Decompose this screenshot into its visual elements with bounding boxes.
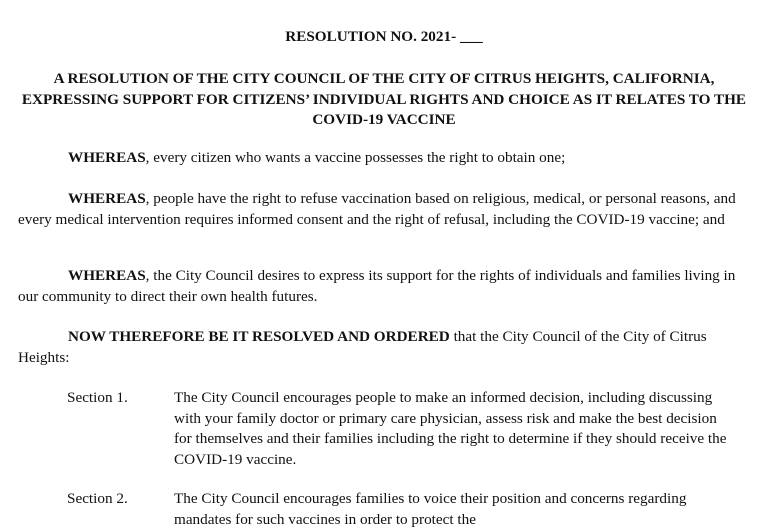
resolved-clause — [18, 327, 738, 368]
whereas-lead: WHEREAS — [68, 149, 146, 166]
whereas-lead: WHEREAS — [68, 267, 146, 284]
resolution-subtitle: A RESOLUTION OF THE CITY COUNCIL OF THE CITY OF CITRUS HEIGHTS, CALIFORNIA, EXPRESSING SUPPORT FOR CITIZENS’ INDIVIDUAL RIGHTS AND CHOICE AS IT RELATES TO THE COVID-19 VACCINE — [21, 70, 747, 128]
section-label: Section 1. — [67, 389, 128, 406]
whereas-clause-2 — [18, 189, 738, 230]
section-label: Section 2. — [67, 490, 128, 507]
whereas-clause-3 — [18, 266, 738, 307]
whereas-text: , people have the right to refuse vaccination based on religious, medical, or personal reasons, and every medical intervention requires informed consent and the right of refusal, including the COVID-19 vaccine; and — [18, 190, 736, 228]
resolved-text: that the City Council of the City of Citrus Heights: — [18, 328, 707, 366]
whereas-lead: WHEREAS — [68, 190, 146, 207]
section-text: The City Council encourages families to voice their position and concerns regarding mandates for such vaccines in order to protect the — [174, 490, 687, 528]
whereas-text: , every citizen who wants a vaccine possesses the right to obtain one; — [145, 149, 566, 166]
resolved-lead: NOW THEREFORE BE IT RESOLVED AND ORDERED — [68, 328, 450, 345]
section-text: The City Council encourages people to make an informed decision, including discussing with your family doctor or primary care physician, assess risk and make the best decision for themselves and their families including the right to determine if they should receive the COVID-19 vaccine. — [174, 389, 727, 468]
whereas-text: , the City Council desires to express its support for the rights of individuals and families living in our community to direct their own health futures. — [18, 267, 736, 305]
whereas-clause-1 — [18, 148, 738, 169]
resolution-title: RESOLUTION NO. 2021- ___ — [285, 28, 483, 45]
